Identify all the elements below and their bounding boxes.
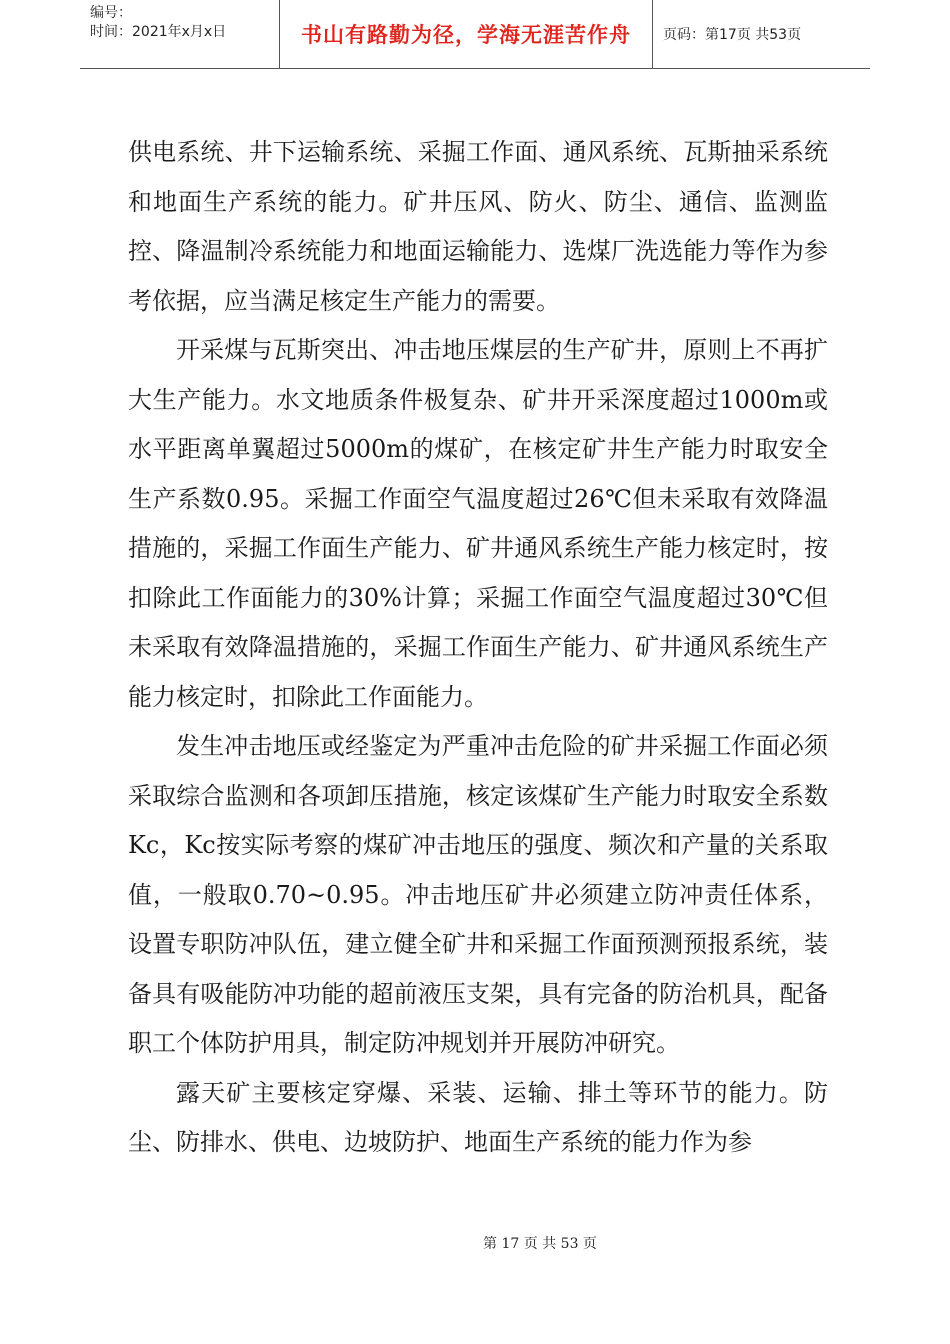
header-motto: 书山有路勤为径，学海无涯苦作舟 — [280, 0, 653, 68]
paragraph-2: 开采煤与瓦斯突出、冲击地压煤层的生产矿井，原则上不再扩大生产能力。水文地质条件极复杂、矿井开采深度超过1000m或水平距离单翼超过5000m的煤矿，在核定矿井生产能力时取安全生产系数0.95。采掘工作面空气温度超过26℃但未采取有效降温措施的，采掘工作面生产能力、矿井通风系统生产能力核定时，按扣除此工作面能力的30%计算；采掘工作面空气温度超过30℃但未采取有效降温措施的，采掘工作面生产能力、矿井通风系统生产能力核定时，扣除此工作面能力。 — [128, 336, 828, 711]
document-number-label: 编号： — [90, 5, 132, 21]
page-header — [80, 0, 870, 69]
document-body — [128, 128, 828, 1168]
footer-page-number: 第 17 页 共 53 页 — [483, 1236, 597, 1252]
header-page-number: 页码：第17页 共53页 — [663, 27, 802, 43]
page-footer — [0, 1233, 950, 1253]
paragraph-3: 发生冲击地压或经鉴定为严重冲击危险的矿井采掘工作面必须采取综合监测和各项卸压措施，核定该煤矿生产能力时取安全系数Kc，Kc按实际考察的煤矿冲击地压的强度、频次和产量的关系取值，一般取0.70~0.95。冲击地压矿井必须建立防冲责任体系，设置专职防冲队伍，建立健全矿井和采掘工作面预测预报系统，装备具有吸能防冲功能的超前液压支架，具有完备的防治机具，配备职工个体防护用具，制定防冲规划并开展防冲研究。 — [128, 732, 828, 1057]
document-time-label: 时间：2021年x月x日 — [90, 24, 227, 40]
paragraph-1: 供电系统、井下运输系统、采掘工作面、通风系统、瓦斯抽采系统和地面生产系统的能力。矿井压风、防火、防尘、通信、监测监控、降温制冷系统能力和地面运输能力、选煤厂洗选能力等作为参考依据，应当满足核定生产能力的需要。 — [128, 138, 828, 315]
paragraph-4: 露天矿主要核定穿爆、采装、运输、排土等环节的能力。防尘、防排水、供电、边坡防护、地面生产系统的能力作为参 — [128, 1078, 828, 1156]
header-meta — [80, 0, 280, 68]
